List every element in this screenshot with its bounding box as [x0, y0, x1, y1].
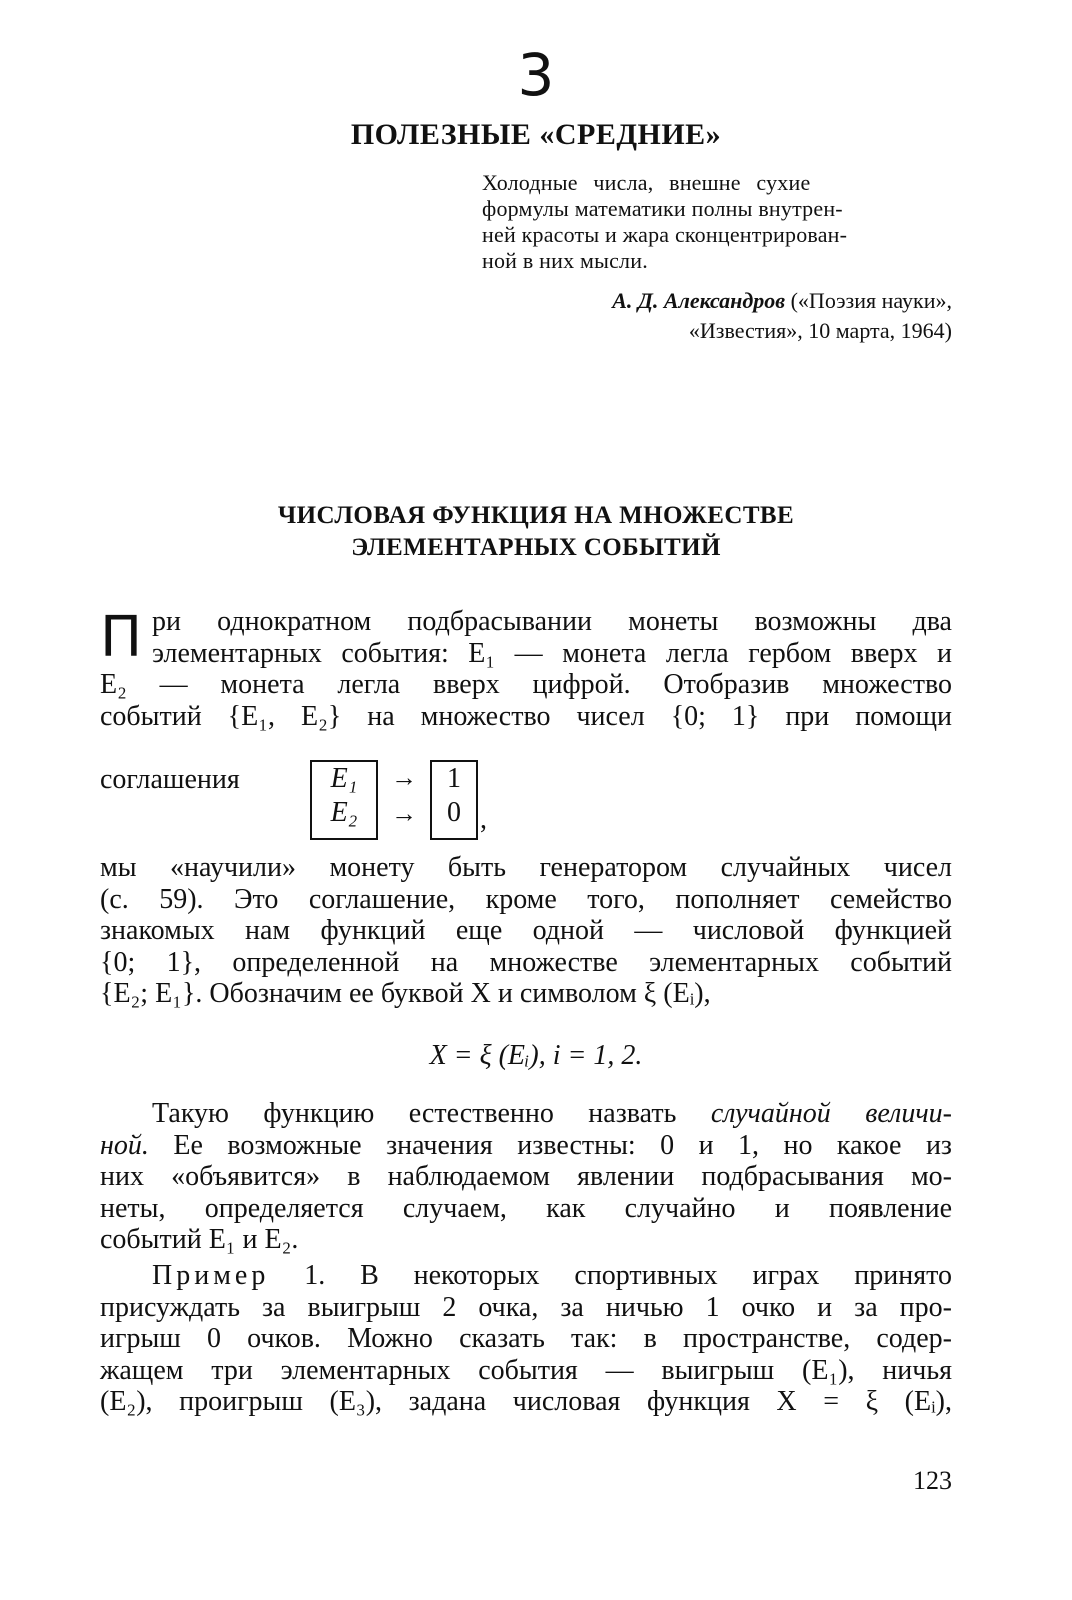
agreement-mapping	[100, 760, 952, 850]
epigraph-line: ней красоты и жара сконцентрирован-	[482, 222, 848, 247]
paragraph-example	[100, 1260, 952, 1418]
arrow-icon: →	[391, 799, 417, 828]
epigraph-attribution	[482, 286, 952, 346]
text-line: событий E₁ и E₂.	[100, 1224, 299, 1255]
italic-term: ной.	[100, 1129, 149, 1161]
text-line	[100, 1130, 952, 1162]
section-title-line: ЧИСЛОВАЯ ФУНКЦИЯ НА МНОЖЕСТВЕ	[277, 502, 795, 529]
epigraph-line: Холодные числа, внешне сухие	[482, 170, 811, 195]
page-number: 123	[913, 1466, 952, 1495]
paragraph-intro	[100, 606, 952, 732]
arrow-icon: →	[391, 763, 417, 792]
value-1: 1	[447, 763, 461, 794]
text-line: элементарных события: E₁ — монета легла гербом вверх и	[152, 637, 952, 669]
epigraph-author: А. Д. Александров	[612, 288, 786, 313]
text-line: присуждать за выигрыш 2 очка, за ничью 1 очко и за про-	[100, 1291, 952, 1323]
text-line	[100, 1260, 952, 1292]
text-line: знакомых нам функций еще одной — числовой функцией	[100, 915, 952, 946]
italic-term: случайной величи-	[710, 1098, 952, 1129]
event-e1: E₁	[330, 763, 358, 794]
epigraph-line: формулы математики полны внутрен-	[482, 196, 843, 221]
values-column	[430, 760, 478, 840]
text-line: событий {E₁, E₂} на множество чисел {0; 1} при помощи	[100, 700, 952, 732]
text-line: (E₂), проигрыш (E₃), задана числовая функция X = ξ (Eᵢ),	[100, 1386, 952, 1417]
text-line: мы «научили» монету быть генератором случайных чисел	[100, 852, 952, 883]
epigraph-line: ной в них мысли.	[482, 248, 648, 273]
text-line: E₂ — монета легла вверх цифрой. Отобразив множество	[100, 669, 952, 700]
text-line: жащем три элементарных события — выигрыш (E₁), ничья	[100, 1354, 952, 1386]
chapter-number: 3	[517, 41, 555, 109]
formula: X = ξ (Eᵢ), i = 1, 2.	[429, 1040, 643, 1071]
text-line: них «объявится» в наблюдаемом явлении подбрасывания мо-	[100, 1161, 952, 1192]
section-title-line: ЭЛЕМЕНТАРНЫХ СОБЫТИЙ	[351, 534, 721, 561]
text-span: Такую функцию естественно назвать	[152, 1098, 711, 1129]
drop-cap: П	[100, 605, 143, 670]
events-column	[310, 760, 378, 840]
paragraph-random-variable	[100, 1098, 952, 1256]
text-line: неты, определяется случаем, как случайно и появление	[100, 1192, 952, 1224]
chapter-title: ПОЛЕЗНЫЕ «СРЕДНИЕ»	[350, 118, 722, 151]
example-label: Пример	[152, 1260, 270, 1291]
text-line	[100, 1098, 952, 1130]
text-span: Ее возможные значения известны: 0 и 1, но какое из	[148, 1129, 952, 1161]
agreement-label: соглашения	[100, 764, 240, 795]
text-line: ри однократном подбрасывании монеты возможны два	[152, 606, 952, 637]
text-span: 1. В некоторых спортивных играх принято	[269, 1260, 952, 1291]
text-line: игрыш 0 очков. Можно сказать так: в пространстве, содер-	[100, 1323, 952, 1354]
epigraph-source-date: «Известия», 10 марта, 1964)	[688, 318, 952, 343]
epigraph-source: («Поэзия науки»,	[785, 288, 952, 313]
text-line: {0; 1}, определенной на множестве элементарных событий	[100, 946, 952, 978]
paragraph-generator	[100, 852, 952, 1010]
mapping-arrows	[382, 760, 426, 832]
epigraph	[482, 170, 952, 274]
section-title	[0, 500, 1072, 564]
event-e2: E₂	[330, 797, 358, 828]
text-line: {E₂; E₁}. Обозначим ее буквой X и символом ξ (Eᵢ),	[100, 978, 711, 1009]
text-line: (с. 59). Это соглашение, кроме того, пополняет семейство	[100, 883, 952, 915]
agreement-comma: ,	[480, 804, 487, 835]
value-0: 0	[447, 797, 461, 828]
